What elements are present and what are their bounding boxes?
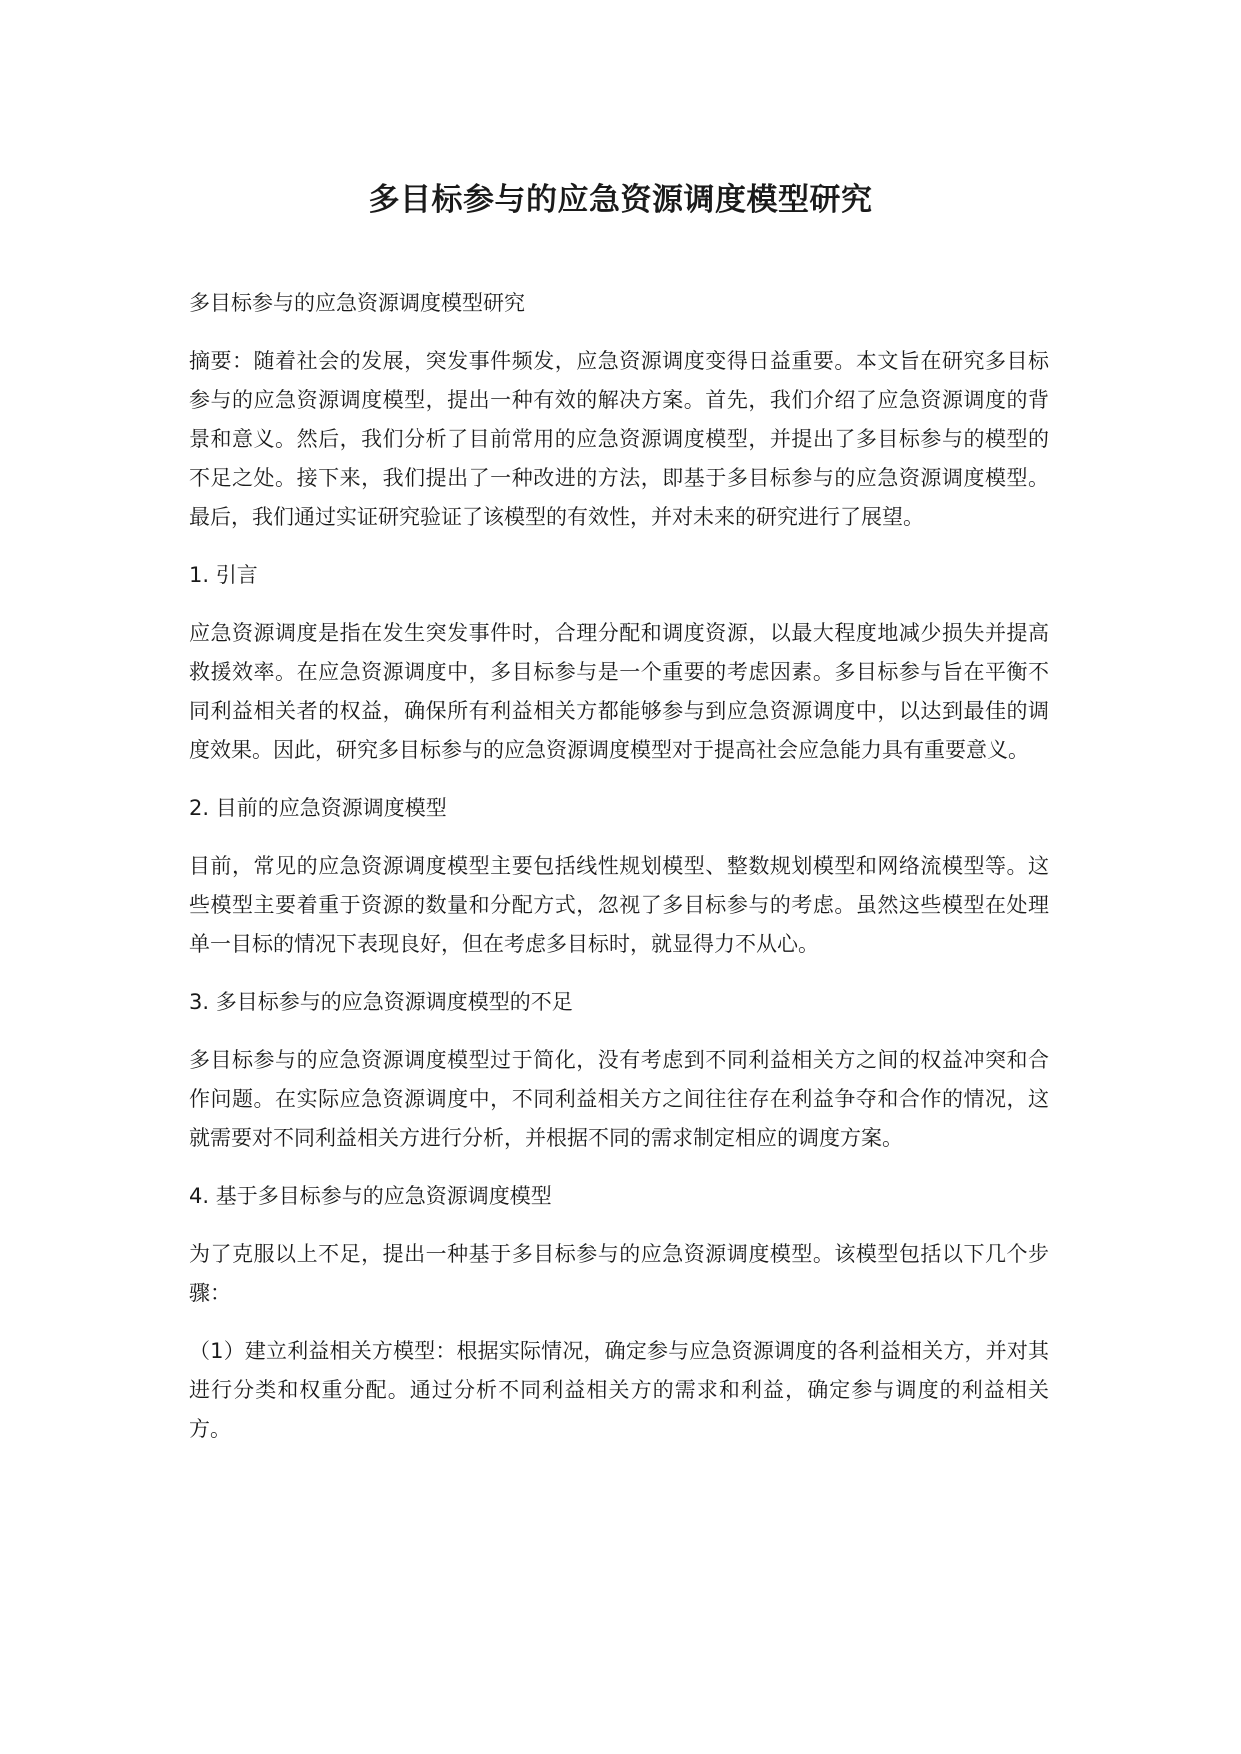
introduction-paragraph: 应急资源调度是指在发生突发事件时，合理分配和调度资源，以最大程度地减少损失并提高救援效率。在应急资源调度中，多目标参与是一个重要的考虑因素。多目标参与旨在平衡不同利益相关者的权益，确保所有利益相关方都能够参与到应急资源调度中，以达到最佳的调度效果。因此，研究多目标参与的应急资源调度模型对于提高社会应急能力具有重要意义。 [189,621,1049,762]
document-body [189,284,1049,1468]
current-models-paragraph: 目前，常见的应急资源调度模型主要包括线性规划模型、整数规划模型和网络流模型等。这些模型主要着重于资源的数量和分配方式，忽视了多目标参与的考虑。虽然这些模型在处理单一目标的情况下表现良好，但在考虑多目标时，就显得力不从心。 [189,854,1049,956]
subtitle-line: 多目标参与的应急资源调度模型研究 [189,291,525,315]
section-heading-introduction: 1. 引言 [189,563,258,587]
proposed-model-paragraph: 为了克服以上不足，提出一种基于多目标参与的应急资源调度模型。该模型包括以下几个步骤： [189,1242,1049,1305]
shortcomings-paragraph: 多目标参与的应急资源调度模型过于简化，没有考虑到不同利益相关方之间的权益冲突和合作问题。在实际应急资源调度中，不同利益相关方之间往往存在利益争夺和合作的情况，这就需要对不同利益相关方进行分析，并根据不同的需求制定相应的调度方案。 [189,1048,1049,1150]
section-heading-current-models: 2. 目前的应急资源调度模型 [189,796,447,820]
document-title: 多目标参与的应急资源调度模型研究 [368,182,873,218]
section-heading-shortcomings: 3. 多目标参与的应急资源调度模型的不足 [189,990,573,1014]
proposed-model-step-1: （1）建立利益相关方模型：根据实际情况，确定参与应急资源调度的各利益相关方，并对其进行分类和权重分配。通过分析不同利益相关方的需求和利益，确定参与调度的利益相关方。 [189,1339,1049,1441]
abstract-paragraph: 摘要：随着社会的发展，突发事件频发，应急资源调度变得日益重要。本文旨在研究多目标参与的应急资源调度模型，提出一种有效的解决方案。首先，我们介绍了应急资源调度的背景和意义。然后，我们分析了目前常用的应急资源调度模型，并提出了多目标参与的模型的不足之处。接下来，我们提出了一种改进的方法，即基于多目标参与的应急资源调度模型。最后，我们通过实证研究验证了该模型的有效性，并对未来的研究进行了展望。 [189,349,1049,529]
section-heading-proposed-model: 4. 基于多目标参与的应急资源调度模型 [189,1184,552,1208]
